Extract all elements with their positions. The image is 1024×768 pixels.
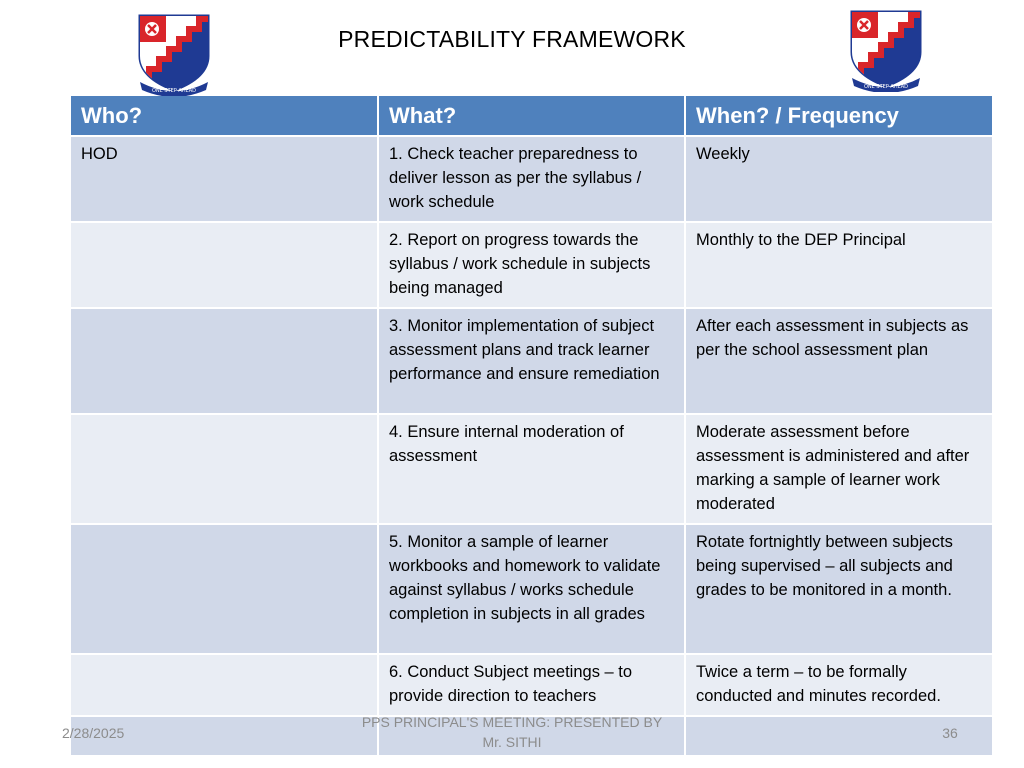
table-row — [71, 414, 992, 524]
cell-when: Weekly — [685, 136, 992, 222]
cell-who — [71, 524, 378, 654]
cell-who — [71, 308, 378, 414]
table-row — [71, 136, 992, 222]
cell-who: HOD — [71, 136, 378, 222]
table-row — [71, 524, 992, 654]
cell-who — [71, 222, 378, 308]
footer-presenter-text: PPS PRINCIPAL'S MEETING: PRESENTED BY Mr. SITHI — [361, 714, 663, 750]
table-header-row — [71, 96, 992, 136]
table-row — [71, 222, 992, 308]
cell-what: 6. Conduct Subject meetings – to provide direction to teachers — [378, 654, 685, 716]
cell-what: 2. Report on progress towards the syllabus / work schedule in subjects being managed — [378, 222, 685, 308]
cell-when: Twice a term – to be formally conducted and minutes recorded. — [685, 654, 992, 716]
svg-text:ONE STEP AHEAD: ONE STEP AHEAD — [863, 84, 909, 90]
column-header-what: What? — [378, 96, 685, 136]
cell-who — [71, 414, 378, 524]
cell-when: Rotate fortnightly between subjects being supervised – all subjects and grades to be monitored in a month. — [685, 524, 992, 654]
predictability-framework-table — [71, 96, 992, 757]
slide-number: 36 — [942, 725, 958, 741]
cell-who — [71, 654, 378, 716]
cell-what: 5. Monitor a sample of learner workbooks and homework to validate against syllabus / works schedule completion in subjects in all grades — [378, 524, 685, 654]
table-row — [71, 654, 992, 716]
table-row — [71, 308, 992, 414]
school-crest-logo-left — [136, 12, 212, 96]
cell-when: Moderate assessment before assessment is administered and after marking a sample of learner work moderated — [685, 414, 992, 524]
cell-what: 1. Check teacher preparedness to deliver lesson as per the syllabus / work schedule — [378, 136, 685, 222]
column-header-who: Who? — [71, 96, 378, 136]
slide-title: PREDICTABILITY FRAMEWORK — [338, 26, 686, 52]
cell-what: 3. Monitor implementation of subject assessment plans and track learner performance and ensure remediation — [378, 308, 685, 414]
footer-date: 2/28/2025 — [62, 725, 125, 741]
cell-when: After each assessment in subjects as per the school assessment plan — [685, 308, 992, 414]
school-crest-logo-right — [848, 8, 924, 92]
cell-what: 4. Ensure internal moderation of assessment — [378, 414, 685, 524]
cell-when: Monthly to the DEP Principal — [685, 222, 992, 308]
svg-text:ONE STEP AHEAD: ONE STEP AHEAD — [151, 88, 197, 94]
column-header-when: When? / Frequency — [685, 96, 992, 136]
